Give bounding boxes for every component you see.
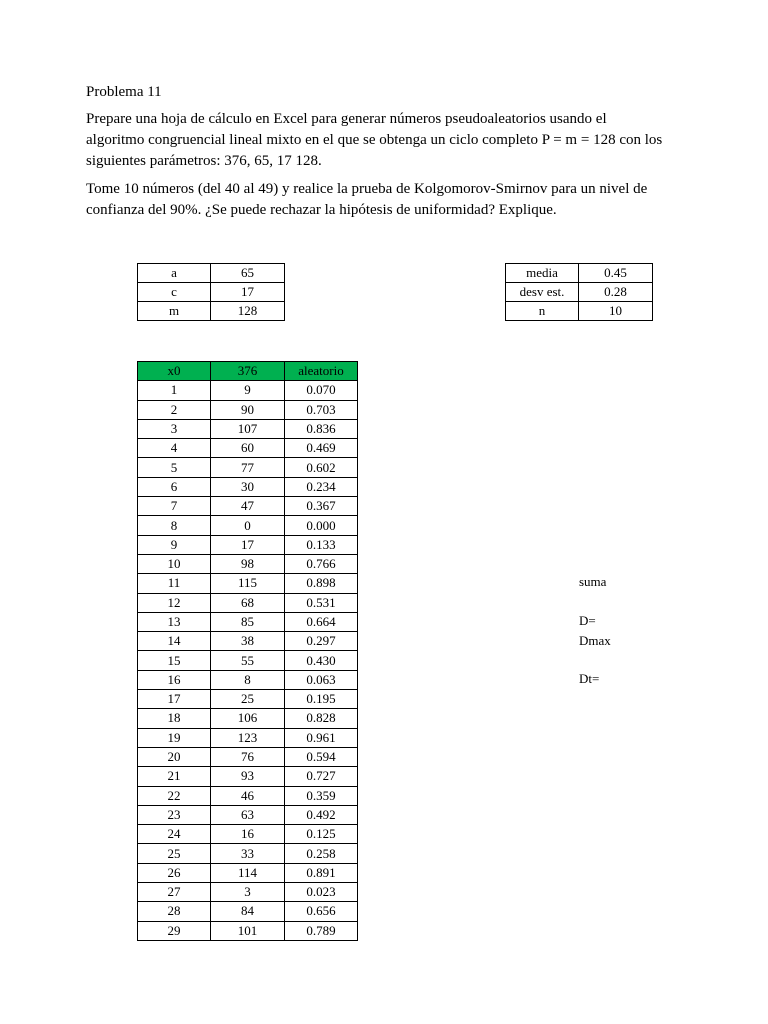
table-row <box>138 439 358 458</box>
cell-aleatorio: 0.766 <box>285 554 358 573</box>
cell-value: 93 <box>211 767 285 786</box>
table-header-row <box>138 362 358 381</box>
cell-value: 25 <box>211 690 285 709</box>
stat-row-label: media <box>506 264 579 283</box>
cell-aleatorio: 0.898 <box>285 574 358 593</box>
cell-index: 13 <box>138 612 211 631</box>
parameters-table <box>137 263 285 321</box>
header-aleatorio: aleatorio <box>285 362 358 381</box>
cell-aleatorio: 0.297 <box>285 632 358 651</box>
cell-index: 16 <box>138 670 211 689</box>
cell-value: 76 <box>211 747 285 766</box>
cell-value: 107 <box>211 419 285 438</box>
cell-value: 17 <box>211 535 285 554</box>
cell-value: 9 <box>211 381 285 400</box>
param-row-value: 128 <box>211 302 285 321</box>
cell-index: 7 <box>138 497 211 516</box>
table-row <box>138 632 358 651</box>
suma-label: suma <box>579 574 607 589</box>
table-row <box>138 844 358 863</box>
table-row <box>138 651 358 670</box>
cell-index: 8 <box>138 516 211 535</box>
table-row <box>138 574 358 593</box>
cell-value: 63 <box>211 805 285 824</box>
cell-index: 3 <box>138 419 211 438</box>
param-row-value: 65 <box>211 264 285 283</box>
cell-index: 20 <box>138 747 211 766</box>
table-row <box>138 902 358 921</box>
cell-index: 15 <box>138 651 211 670</box>
cell-aleatorio: 0.430 <box>285 651 358 670</box>
param-row <box>138 302 285 321</box>
cell-aleatorio: 0.703 <box>285 400 358 419</box>
table-row <box>138 825 358 844</box>
cell-index: 23 <box>138 805 211 824</box>
table-row <box>138 400 358 419</box>
cell-aleatorio: 0.789 <box>285 921 358 940</box>
table-row <box>138 786 358 805</box>
cell-value: 16 <box>211 825 285 844</box>
cell-aleatorio: 0.070 <box>285 381 358 400</box>
cell-aleatorio: 0.023 <box>285 883 358 902</box>
stat-row <box>506 264 653 283</box>
cell-aleatorio: 0.656 <box>285 902 358 921</box>
cell-value: 85 <box>211 612 285 631</box>
cell-aleatorio: 0.531 <box>285 593 358 612</box>
d-label: D= <box>579 613 596 628</box>
stat-row-label: n <box>506 302 579 321</box>
table-row <box>138 554 358 573</box>
cell-value: 123 <box>211 728 285 747</box>
cell-value: 38 <box>211 632 285 651</box>
table-row <box>138 593 358 612</box>
param-row-label: a <box>138 264 211 283</box>
problem-question: Tome 10 números (del 40 al 49) y realice la prueba de Kolgomorov-Smirnov para un nivel de confianza del 90%. ¿Se puede rechazar la hipótesis de uniformidad? Explique. <box>86 181 648 218</box>
stat-row-label: desv est. <box>506 283 579 302</box>
page-title: Problema 11 <box>86 84 162 100</box>
cell-value: 55 <box>211 651 285 670</box>
stat-row-value: 0.45 <box>579 264 653 283</box>
table-row <box>138 477 358 496</box>
table-row <box>138 805 358 824</box>
cell-index: 17 <box>138 690 211 709</box>
header-multiplier: 376 <box>211 362 285 381</box>
cell-aleatorio: 0.367 <box>285 497 358 516</box>
cell-index: 25 <box>138 844 211 863</box>
table-row <box>138 497 358 516</box>
param-row <box>138 264 285 283</box>
cell-aleatorio: 0.258 <box>285 844 358 863</box>
cell-aleatorio: 0.133 <box>285 535 358 554</box>
table-row <box>138 670 358 689</box>
table-row <box>138 883 358 902</box>
cell-aleatorio: 0.492 <box>285 805 358 824</box>
table-row <box>138 690 358 709</box>
statistics-table <box>505 263 653 321</box>
cell-index: 27 <box>138 883 211 902</box>
cell-value: 77 <box>211 458 285 477</box>
cell-value: 3 <box>211 883 285 902</box>
cell-aleatorio: 0.000 <box>285 516 358 535</box>
cell-value: 84 <box>211 902 285 921</box>
cell-aleatorio: 0.469 <box>285 439 358 458</box>
cell-value: 47 <box>211 497 285 516</box>
problem-statement: Prepare una hoja de cálculo en Excel para generar números pseudoaleatorios usando el algoritmo congruencial lineal mixto en el que se obtenga un ciclo completo P = m = 128 con los siguientes parámetros: 376, 65, 17 128. <box>86 111 663 169</box>
cell-aleatorio: 0.727 <box>285 767 358 786</box>
cell-index: 19 <box>138 728 211 747</box>
stat-row-value: 0.28 <box>579 283 653 302</box>
cell-index: 10 <box>138 554 211 573</box>
cell-aleatorio: 0.836 <box>285 419 358 438</box>
cell-index: 1 <box>138 381 211 400</box>
cell-aleatorio: 0.891 <box>285 863 358 882</box>
param-row <box>138 283 285 302</box>
cell-aleatorio: 0.125 <box>285 825 358 844</box>
cell-value: 46 <box>211 786 285 805</box>
cell-index: 29 <box>138 921 211 940</box>
cell-value: 106 <box>211 709 285 728</box>
cell-index: 14 <box>138 632 211 651</box>
param-row-value: 17 <box>211 283 285 302</box>
cell-value: 101 <box>211 921 285 940</box>
cell-value: 114 <box>211 863 285 882</box>
cell-index: 21 <box>138 767 211 786</box>
cell-index: 2 <box>138 400 211 419</box>
cell-index: 12 <box>138 593 211 612</box>
table-row <box>138 728 358 747</box>
cell-index: 6 <box>138 477 211 496</box>
cell-index: 18 <box>138 709 211 728</box>
stat-row-value: 10 <box>579 302 653 321</box>
cell-aleatorio: 0.359 <box>285 786 358 805</box>
cell-index: 9 <box>138 535 211 554</box>
param-row-label: m <box>138 302 211 321</box>
table-row <box>138 381 358 400</box>
cell-index: 22 <box>138 786 211 805</box>
table-row <box>138 921 358 940</box>
table-row <box>138 767 358 786</box>
table-row <box>138 458 358 477</box>
cell-index: 28 <box>138 902 211 921</box>
cell-value: 68 <box>211 593 285 612</box>
cell-aleatorio: 0.602 <box>285 458 358 477</box>
cell-index: 5 <box>138 458 211 477</box>
cell-aleatorio: 0.828 <box>285 709 358 728</box>
cell-value: 8 <box>211 670 285 689</box>
cell-aleatorio: 0.594 <box>285 747 358 766</box>
cell-index: 26 <box>138 863 211 882</box>
table-row <box>138 535 358 554</box>
cell-value: 60 <box>211 439 285 458</box>
stat-row <box>506 302 653 321</box>
header-x0: x0 <box>138 362 211 381</box>
cell-value: 0 <box>211 516 285 535</box>
cell-value: 90 <box>211 400 285 419</box>
cell-aleatorio: 0.961 <box>285 728 358 747</box>
cell-value: 98 <box>211 554 285 573</box>
cell-index: 4 <box>138 439 211 458</box>
cell-value: 30 <box>211 477 285 496</box>
table-row <box>138 709 358 728</box>
random-numbers-table <box>137 361 358 941</box>
cell-aleatorio: 0.234 <box>285 477 358 496</box>
table-row <box>138 419 358 438</box>
table-row <box>138 747 358 766</box>
cell-index: 11 <box>138 574 211 593</box>
cell-value: 115 <box>211 574 285 593</box>
dt-label: Dt= <box>579 671 600 686</box>
table-row <box>138 516 358 535</box>
table-row <box>138 863 358 882</box>
cell-aleatorio: 0.664 <box>285 612 358 631</box>
cell-aleatorio: 0.063 <box>285 670 358 689</box>
cell-value: 33 <box>211 844 285 863</box>
cell-index: 24 <box>138 825 211 844</box>
dmax-label: Dmax <box>579 633 611 648</box>
cell-aleatorio: 0.195 <box>285 690 358 709</box>
stat-row <box>506 283 653 302</box>
table-row <box>138 612 358 631</box>
param-row-label: c <box>138 283 211 302</box>
